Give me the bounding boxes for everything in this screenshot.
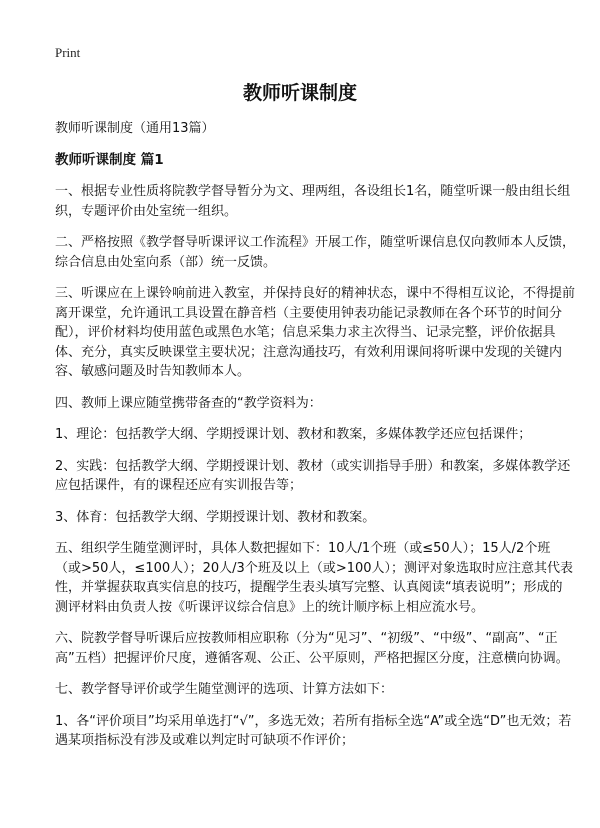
section-heading: 教师听课制度 篇1 [55, 152, 164, 168]
paragraph-7: 3、体育：包括教学大纲、学期授课计划、教材和教案。 [55, 509, 376, 525]
paragraph-2: 二、严格按照《教学督导听课评议工作流程》开展工作，随堂听课信息仅向教师本人反馈，综合信息由处室向系（部）统一反馈。 [55, 235, 576, 270]
paragraph-4: 四、教师上课应随堂携带备查的“教学资料为： [55, 395, 322, 411]
paragraph-11: 1、各“评价项目”均采用单选打“√”，多选无效；若所有指标全选“A”或全选“D”也无效；若遇某项指标没有涉及或难以判定时可缺项不作评价； [55, 713, 572, 748]
print-link[interactable]: Print [55, 45, 81, 60]
document-title: 教师听课制度 [242, 82, 357, 104]
document-subtitle: 教师听课制度（通用13篇） [55, 121, 215, 136]
document-body [55, 119, 575, 763]
paragraph-3: 三、听课应在上课铃响前进入教室，并保持良好的精神状态，课中不得相互议论，不得提前离开课堂，允许通讯工具设置在静音档（主要使用钟表功能记录教师在各个环节的时间分配），评价材料均使用蓝色或黑色水笔；信息采集力求主次得当、记录完整，评价依据具体、充分，真实反映课堂主要状况；注意沟通技巧，有效利用课间将听课中发现的关键内容、敏感问题及时告知教师本人。 [55, 286, 576, 379]
paragraph-10: 七、教学督导评价或学生随堂测评的选项、计算方法如下： [55, 682, 394, 697]
paragraph-6: 2、实践：包括教学大纲、学期授课计划、教材（或实训指导手册）和教案，多媒体教学还应包括课件，有的课程还应有实训报告等； [55, 458, 571, 493]
paragraph-5: 1、理论：包括教学大纲、学期授课计划、教材和教案，多媒体教学还应包括课件； [55, 427, 532, 442]
paragraph-8: 五、组织学生随堂测评时，具体人数把握如下：10人/1个班（或≤50人）；15人/2个班（或>50人，≤100人）；20人/3个班及以上（或>100人）；测评对象选取时应注意其代表性，并掌握获取真实信息的技巧，提醒学生表头填写完整、认真阅读“填表说明”；形成的测评材料由负责人按《听课评议综合信息》上的统计顺序标上相应流水号。 [55, 541, 574, 615]
paragraph-9: 六、院教学督导听课后应按教师相应职称（分为“见习”、“初级”、“中级”、“副高”、“正高”五档）把握评价尺度，遵循客观、公正、公平原则，严格把握区分度，注意横向协调。 [55, 631, 569, 666]
paragraph-1: 一、根据专业性质将院教学督导暂分为文、理两组，各设组长1名，随堂听课一般由组长组织，专题评价由处室统一组织。 [55, 184, 571, 219]
